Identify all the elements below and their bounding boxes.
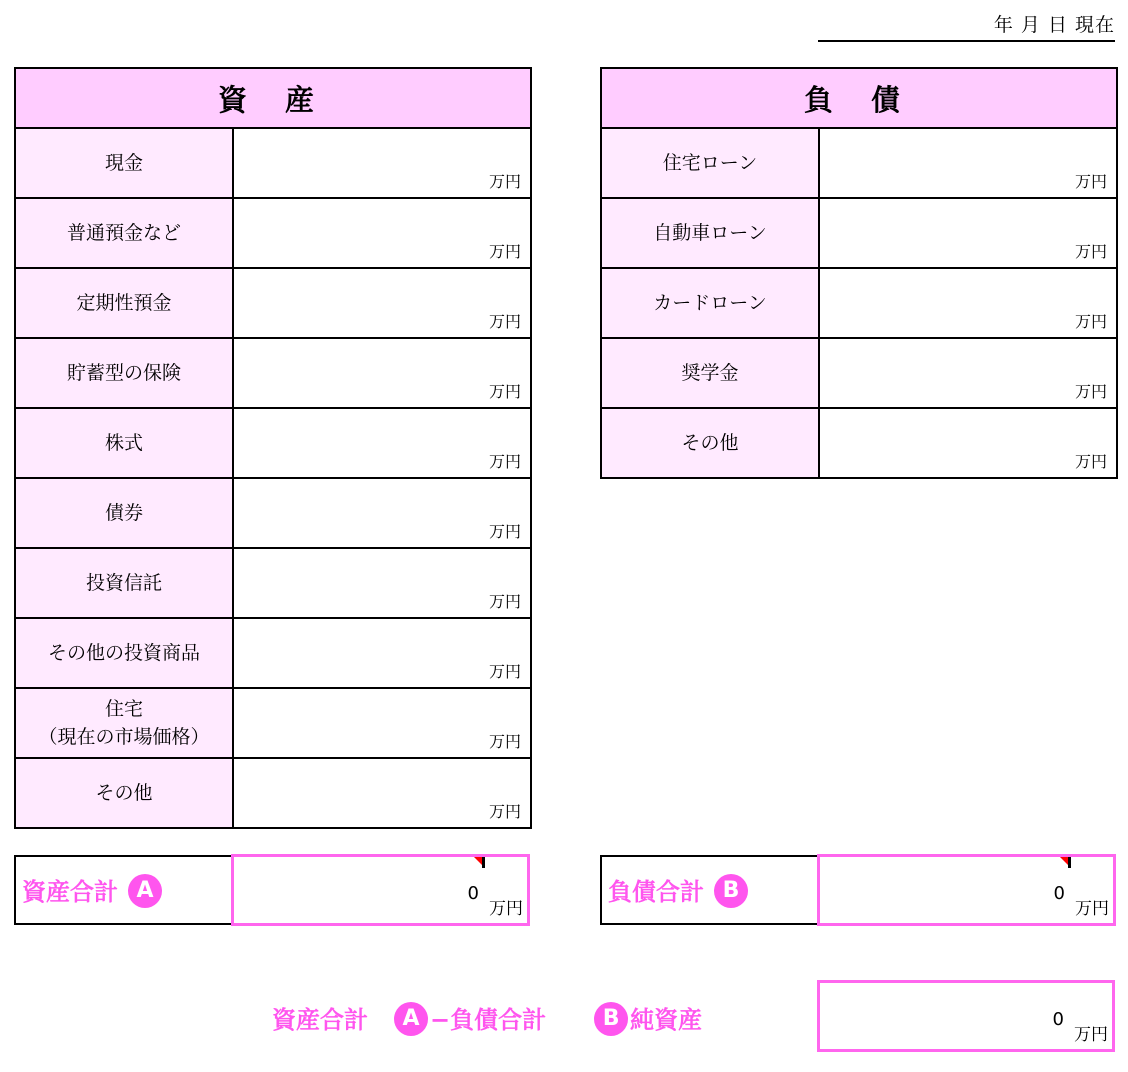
table-row <box>15 548 531 618</box>
asset-label-housing <box>15 688 233 758</box>
table-row <box>15 478 531 548</box>
unit-label: 万円 <box>1075 382 1108 401</box>
asset-label-housing-line1: 住宅 <box>104 698 143 720</box>
table-row <box>601 198 1117 268</box>
unit-label: 万円 <box>489 242 522 261</box>
asset-total-text: 資産合計 <box>22 878 118 906</box>
liability-input-other[interactable] <box>819 408 1117 478</box>
assets-header: 資 産 <box>15 68 531 128</box>
net-assets-formula <box>272 998 702 1042</box>
asset-input-other-investments[interactable] <box>233 618 531 688</box>
badge-b-icon: B <box>714 874 748 908</box>
asset-input-time-deposit[interactable] <box>233 268 531 338</box>
asset-label-cash: 現金 <box>15 128 233 198</box>
liability-label-mortgage: 住宅ローン <box>601 128 819 198</box>
table-row <box>15 198 531 268</box>
net-assets-value-box[interactable] <box>817 980 1115 1052</box>
unit-label: 万円 <box>489 802 522 821</box>
unit-label: 万円 <box>1075 312 1108 331</box>
unit-label: 万円 <box>489 382 522 401</box>
table-row <box>15 128 531 198</box>
liability-input-car-loan[interactable] <box>819 198 1117 268</box>
asset-label-savings: 普通預金など <box>15 198 233 268</box>
liability-input-scholarship[interactable] <box>819 338 1117 408</box>
comment-marker-icon <box>474 857 485 868</box>
liability-total-value-box[interactable] <box>817 854 1116 926</box>
comment-marker-icon <box>1060 857 1071 868</box>
table-row <box>15 408 531 478</box>
table-row <box>15 338 531 408</box>
asset-label-bonds: 債券 <box>15 478 233 548</box>
asset-input-housing[interactable] <box>233 688 531 758</box>
table-row <box>15 618 531 688</box>
liabilities-header: 負 債 <box>601 68 1117 128</box>
unit-label: 万円 <box>1075 242 1108 261</box>
table-row <box>601 128 1117 198</box>
asset-label-stocks: 株式 <box>15 408 233 478</box>
asset-total-label <box>14 855 234 925</box>
table-row <box>15 688 531 758</box>
formula-net-assets: 純資産 <box>630 1006 703 1034</box>
table-row <box>15 268 531 338</box>
unit-label: 万円 <box>489 312 522 331</box>
unit-label: 万円 <box>1075 452 1108 471</box>
asset-label-other: その他 <box>15 758 233 828</box>
date-line[interactable]: 年 月 日 現在 <box>818 10 1115 42</box>
unit-label: 万円 <box>489 662 522 681</box>
badge-a-icon: A <box>128 874 162 908</box>
unit-label: 万円 <box>1075 899 1109 919</box>
asset-input-savings[interactable] <box>233 198 531 268</box>
asset-input-funds[interactable] <box>233 548 531 618</box>
asset-label-housing-line2: （現在の市場価格） <box>38 726 210 748</box>
unit-label: 万円 <box>489 452 522 471</box>
unit-label: 万円 <box>489 522 522 541</box>
unit-label: 万円 <box>1074 1025 1108 1045</box>
assets-table <box>14 67 532 829</box>
liability-input-mortgage[interactable] <box>819 128 1117 198</box>
liability-input-card-loan[interactable] <box>819 268 1117 338</box>
asset-input-insurance[interactable] <box>233 338 531 408</box>
liability-label-other: その他 <box>601 408 819 478</box>
table-row <box>601 338 1117 408</box>
liability-total-text: 負債合計 <box>608 878 704 906</box>
unit-label: 万円 <box>489 172 522 191</box>
asset-label-other-investments: その他の投資商品 <box>15 618 233 688</box>
asset-input-other[interactable] <box>233 758 531 828</box>
badge-b-icon: B <box>594 1002 628 1036</box>
badge-a-icon: A <box>394 1002 428 1036</box>
asset-total-value-box[interactable] <box>231 854 530 926</box>
table-row <box>601 408 1117 478</box>
asset-total-value: 0 <box>467 883 479 904</box>
unit-label: 万円 <box>489 592 522 611</box>
asset-label-time-deposit: 定期性預金 <box>15 268 233 338</box>
table-row <box>15 758 531 828</box>
net-assets-value: 0 <box>1052 1009 1064 1030</box>
liability-label-card-loan: カードローン <box>601 268 819 338</box>
unit-label: 万円 <box>489 899 523 919</box>
asset-input-stocks[interactable] <box>233 408 531 478</box>
unit-label: 万円 <box>1075 172 1108 191</box>
asset-label-funds: 投資信託 <box>15 548 233 618</box>
formula-minus-liability-total: −負債合計 <box>430 1006 547 1034</box>
liability-label-car-loan: 自動車ローン <box>601 198 819 268</box>
formula-asset-total: 資産合計 <box>272 1006 368 1034</box>
asset-input-cash[interactable] <box>233 128 531 198</box>
liability-total-label <box>600 855 820 925</box>
asset-label-insurance: 貯蓄型の保険 <box>15 338 233 408</box>
unit-label: 万円 <box>489 732 522 751</box>
liabilities-table <box>600 67 1118 479</box>
liability-label-scholarship: 奨学金 <box>601 338 819 408</box>
table-row <box>601 268 1117 338</box>
liability-total-value: 0 <box>1053 883 1065 904</box>
asset-input-bonds[interactable] <box>233 478 531 548</box>
